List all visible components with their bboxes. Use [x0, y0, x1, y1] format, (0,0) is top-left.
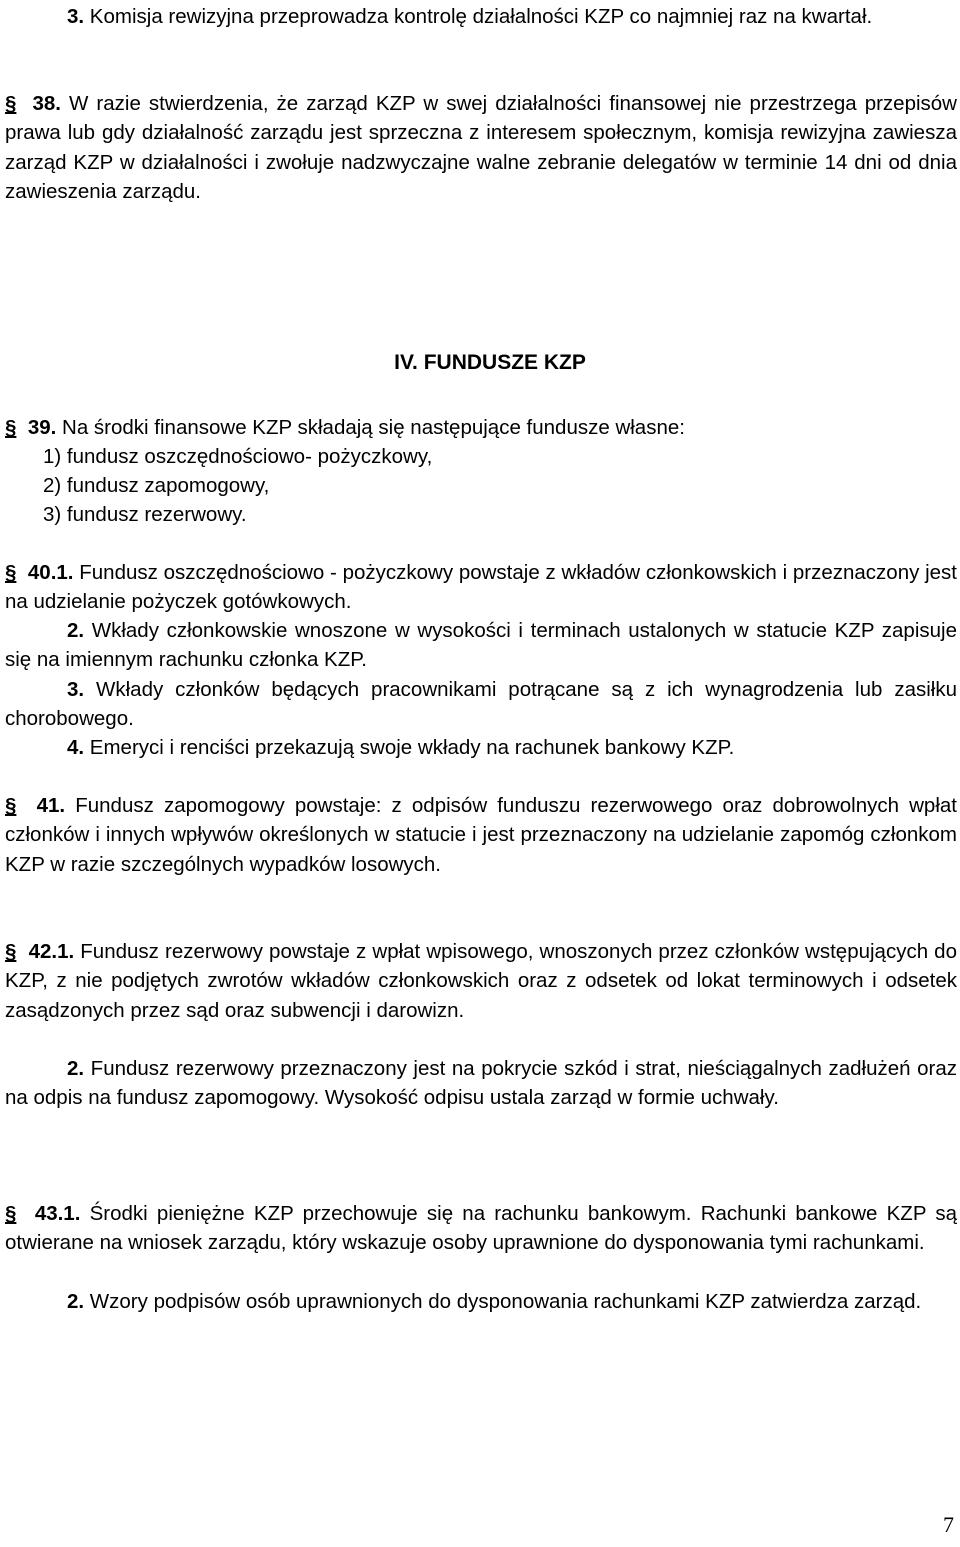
paragraph-43-1	[5, 1199, 957, 1258]
paragraph-text: Emeryci i renciści przekazują swoje wkłady na rachunek bankowy KZP.	[84, 736, 735, 759]
page-number: 7	[943, 1512, 954, 1537]
point-number: 3.	[67, 678, 85, 701]
section-symbol: §	[5, 416, 17, 439]
paragraph-38	[5, 89, 957, 207]
paragraph-number: 40.1.	[27, 561, 74, 584]
point-number: 2.	[67, 1290, 85, 1313]
paragraph-40-1	[5, 558, 957, 617]
paragraph-42-1	[5, 937, 957, 1025]
section-symbol: §	[5, 794, 17, 817]
paragraph-40-3	[5, 675, 957, 734]
section-symbol: §	[5, 92, 17, 115]
paragraph-42-2	[5, 1054, 957, 1113]
paragraph-41	[5, 791, 957, 879]
paragraph-text: Komisja rewizyjna przeprowadza kontrolę działalności KZP co najmniej raz na kwartał.	[84, 5, 873, 28]
paragraph-text: Wkłady członkowskie wnoszone w wysokości i terminach ustalonych w statucie KZP zapisuje się na imiennym rachunku członka KZP.	[5, 619, 957, 672]
paragraph-number: 39.	[27, 416, 57, 439]
paragraph-40-4	[5, 733, 957, 762]
paragraph-text: Wzory podpisów osób uprawnionych do dysponowania rachunkami KZP zatwierdza zarząd.	[84, 1290, 922, 1313]
paragraph-number: 41.	[36, 794, 66, 817]
paragraph-text: Środki pieniężne KZP przechowuje się na rachunku bankowym. Rachunki bankowe KZP są otwierane na wniosek zarządu, który wskazuje osoby uprawnione do dysponowania tymi rachunkami.	[5, 1202, 957, 1255]
list-item: 3) fundusz rezerwowy.	[43, 503, 247, 526]
paragraph-text: Fundusz rezerwowy przeznaczony jest na pokrycie szkód i strat, nieściągalnych zadłużeń oraz na odpis na fundusz zapomogowy. Wysokość odpisu ustala zarząd w formie uchwały.	[5, 1057, 957, 1110]
point-number: 3.	[67, 5, 85, 28]
paragraph-number: 43.1.	[34, 1202, 81, 1225]
point-number: 2.	[67, 619, 85, 642]
section-symbol: §	[5, 561, 17, 584]
list-item: 2) fundusz zapomogowy,	[43, 474, 270, 497]
section-heading: IV. FUNDUSZE KZP	[394, 351, 586, 374]
paragraph-number: 42.1.	[28, 940, 75, 963]
section-symbol: §	[5, 1202, 17, 1225]
paragraph-text: Na środki finansowe KZP składają się następujące fundusze własne:	[56, 416, 685, 439]
paragraph-text: Fundusz zapomogowy powstaje: z odpisów funduszu rezerwowego oraz dobrowolnych wpłat członków i innych wpływów określonych w statucie i jest przeznaczony na udzielanie zapomóg członkom KZP w razie szczególnych wypadków losowych.	[5, 794, 957, 876]
point-number: 2.	[67, 1057, 85, 1080]
paragraph-text: Fundusz oszczędnościowo - pożyczkowy powstaje z wkładów członkowskich i przeznaczony jest na udzielanie pożyczek gotówkowych.	[5, 561, 957, 614]
paragraph-number: 38.	[32, 92, 61, 115]
section-symbol: §	[5, 940, 17, 963]
paragraph-43-2	[5, 1287, 957, 1316]
point-number: 4.	[67, 736, 85, 759]
paragraph-text: Wkłady członków będących pracownikami potrącane są z ich wynagrodzenia lub zasiłku chorobowego.	[5, 678, 957, 731]
paragraph-text: W razie stwierdzenia, że zarząd KZP w swej działalności finansowej nie przestrzega przepisów prawa lub gdy działalność zarządu jest sprzeczna z interesem społecznym, komisja rewizyjna zawiesza zarząd KZP w działalności i zwołuje nadzwyczajne walne zebranie delegatów w terminie 14 dni od dnia zawieszenia zarządu.	[5, 92, 957, 204]
list-item: 1) fundusz oszczędnościowo- pożyczkowy,	[43, 445, 433, 468]
paragraph-text: Fundusz rezerwowy powstaje z wpłat wpisowego, wnoszonych przez członków wstępujących do KZP, z nie podjętych zwrotów wkładów członkowskich oraz z odsetek od lokat terminowych i odsetek zasądzonych przez sąd oraz subwencji i darowizn.	[5, 940, 957, 1022]
paragraph-37-3	[5, 2, 957, 31]
paragraph-40-2	[5, 616, 957, 675]
paragraph-39	[5, 413, 957, 442]
